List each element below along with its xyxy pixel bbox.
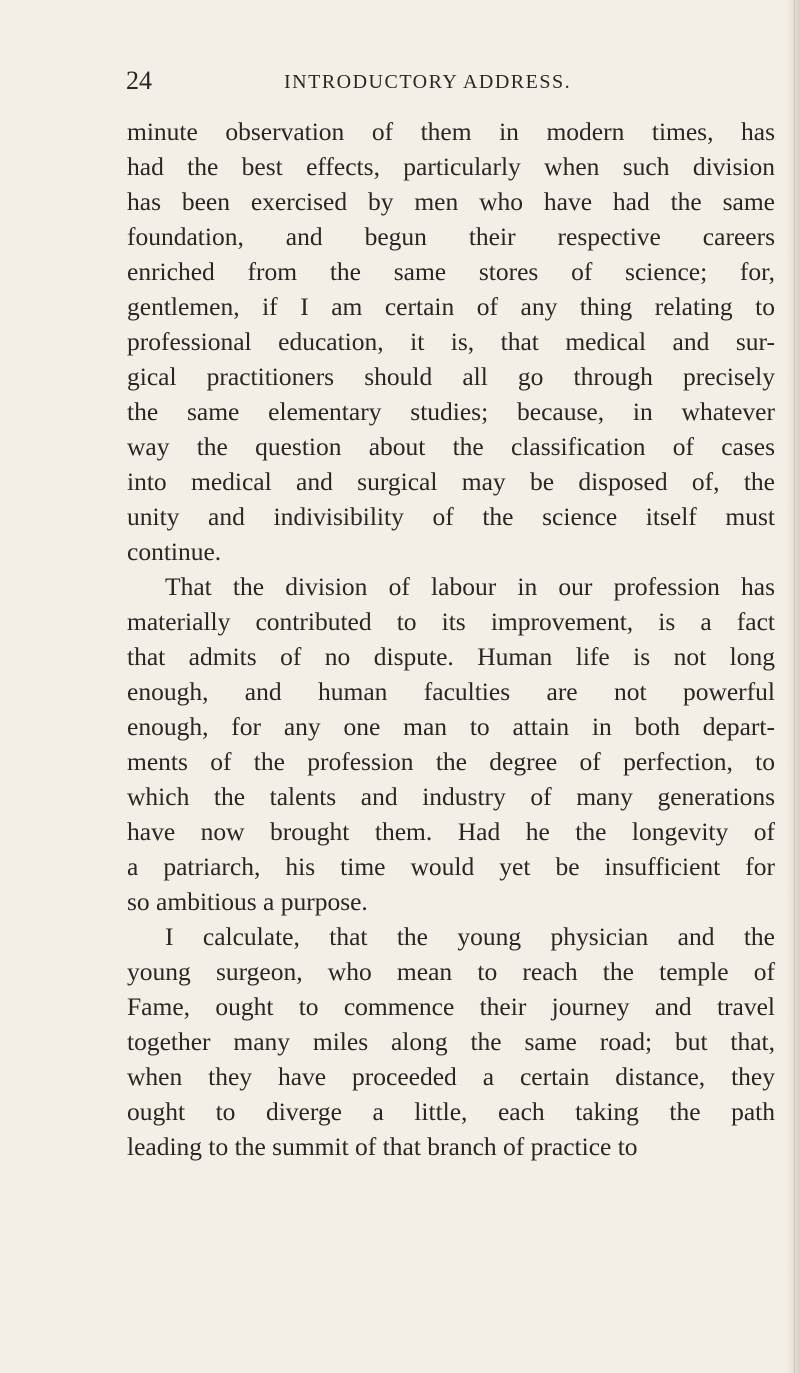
text-line: ments of the profession the degree of perfection, to <box>127 747 775 776</box>
body-text <box>127 114 775 1164</box>
text-line: together many miles along the same road; but that, <box>127 1027 775 1056</box>
text-line: ought to diverge a little, each taking the path <box>127 1097 775 1126</box>
text-line: that admits of no dispute. Human life is not long <box>127 642 775 671</box>
text-line: the same elementary studies; because, in whatever <box>127 397 775 426</box>
text-line: I calculate, that the young physician and the <box>165 922 775 951</box>
text-line: Fame, ought to commence their journey and travel <box>127 992 775 1021</box>
text-line: gical practitioners should all go through precisely <box>127 362 775 391</box>
text-line: way the question about the classification of cases <box>127 432 775 461</box>
page-edge-shadow <box>786 0 800 1373</box>
text-line: professional education, it is, that medical and sur- <box>127 327 775 356</box>
text-line: unity and indivisibility of the science itself must <box>127 502 775 531</box>
running-title: INTRODUCTORY ADDRESS. <box>284 71 572 93</box>
page-edge-line <box>794 0 795 1373</box>
text-line: into medical and surgical may be disposed of, the <box>127 467 775 496</box>
text-line: continue. <box>127 537 222 566</box>
text-line: enough, for any one man to attain in both depart- <box>127 712 775 741</box>
text-line: when they have proceeded a certain distance, they <box>127 1062 775 1091</box>
text-line: enough, and human faculties are not powerful <box>127 677 775 706</box>
text-line: young surgeon, who mean to reach the temple of <box>127 957 775 986</box>
text-line: materially contributed to its improvement, is a fact <box>127 607 775 636</box>
text-line: enriched from the same stores of science; for, <box>127 257 775 286</box>
text-line: has been exercised by men who have had the same <box>127 187 775 216</box>
text-line: which the talents and industry of many generations <box>127 782 775 811</box>
text-line: foundation, and begun their respective careers <box>127 222 775 251</box>
text-line: leading to the summit of that branch of practice to <box>127 1132 638 1161</box>
text-line: a patriarch, his time would yet be insufficient for <box>127 852 775 881</box>
text-line: gentlemen, if I am certain of any thing relating to <box>127 292 775 321</box>
text-line: so ambitious a purpose. <box>127 887 368 916</box>
page-number: 24 <box>126 66 152 95</box>
running-head <box>126 66 774 96</box>
text-line: minute observation of them in modern times, has <box>127 117 775 146</box>
text-line: have now brought them. Had he the longevity of <box>127 817 775 846</box>
text-line: had the best effects, particularly when such division <box>127 152 775 181</box>
text-line: That the division of labour in our profession has <box>165 572 775 601</box>
